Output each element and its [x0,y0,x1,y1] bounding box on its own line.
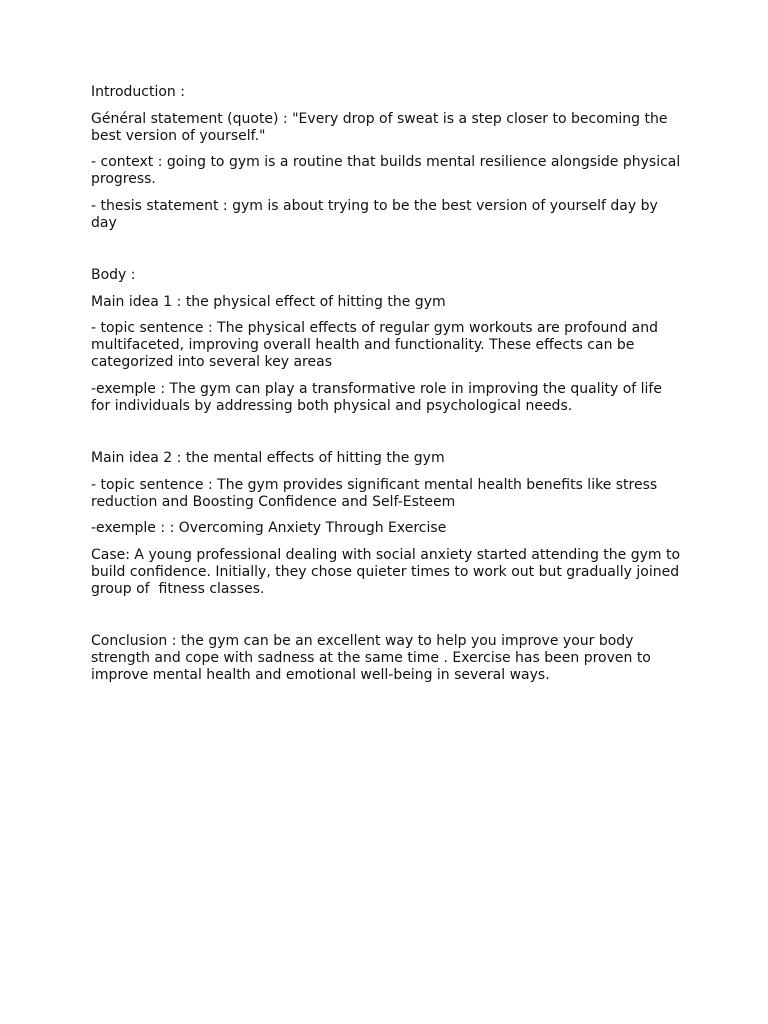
body-heading: Body : [91,267,136,283]
main-idea-2-case: Case: A young professional dealing with social anxiety started attending the gym to build confidence. Initially, they chose quieter times to work out but gradually joined group of fitness classes. [91,546,685,597]
section-spacer [91,424,683,450]
document-content [91,84,683,694]
conclusion-paragraph: Conclusion : the gym can be an excellent way to help you improve your body strength and cope with sadness at the same time . Exercise has been proven to improve mental health and emotional well-being in several ways. [91,633,656,683]
general-statement: Général statement (quote) : "Every drop of sweat is a step closer to becoming the best version of yourself." [91,110,672,144]
thesis-statement: - thesis statement : gym is about trying to be the best version of yourself day by day [91,197,663,231]
context-paragraph: - context : going to gym is a routine that builds mental resilience alongside physical progress. [91,154,685,187]
main-idea-1-example: -exemple : The gym can play a transformative role in improving the quality of life for individuals by addressing both physical and psychological needs. [91,380,667,414]
main-idea-1-topic-sentence: - topic sentence : The physical effects of regular gym workouts are profound and multifaceted, improving overall health and functionality. These effects can be categorized into several key areas [91,320,663,370]
introduction-heading: Introduction : [91,84,185,100]
main-idea-2-example: -exemple : : Overcoming Anxiety Through Exercise [91,520,447,536]
section-spacer [91,607,683,633]
main-idea-2-title: Main idea 2 : the mental effects of hitting the gym [91,450,445,466]
section-spacer [91,241,683,267]
main-idea-2-topic-sentence: - topic sentence : The gym provides significant mental health benefits like stress reduction and Boosting Confidence and Self-Esteem [91,476,662,510]
main-idea-1-title: Main idea 1 : the physical effect of hitting the gym [91,293,446,310]
